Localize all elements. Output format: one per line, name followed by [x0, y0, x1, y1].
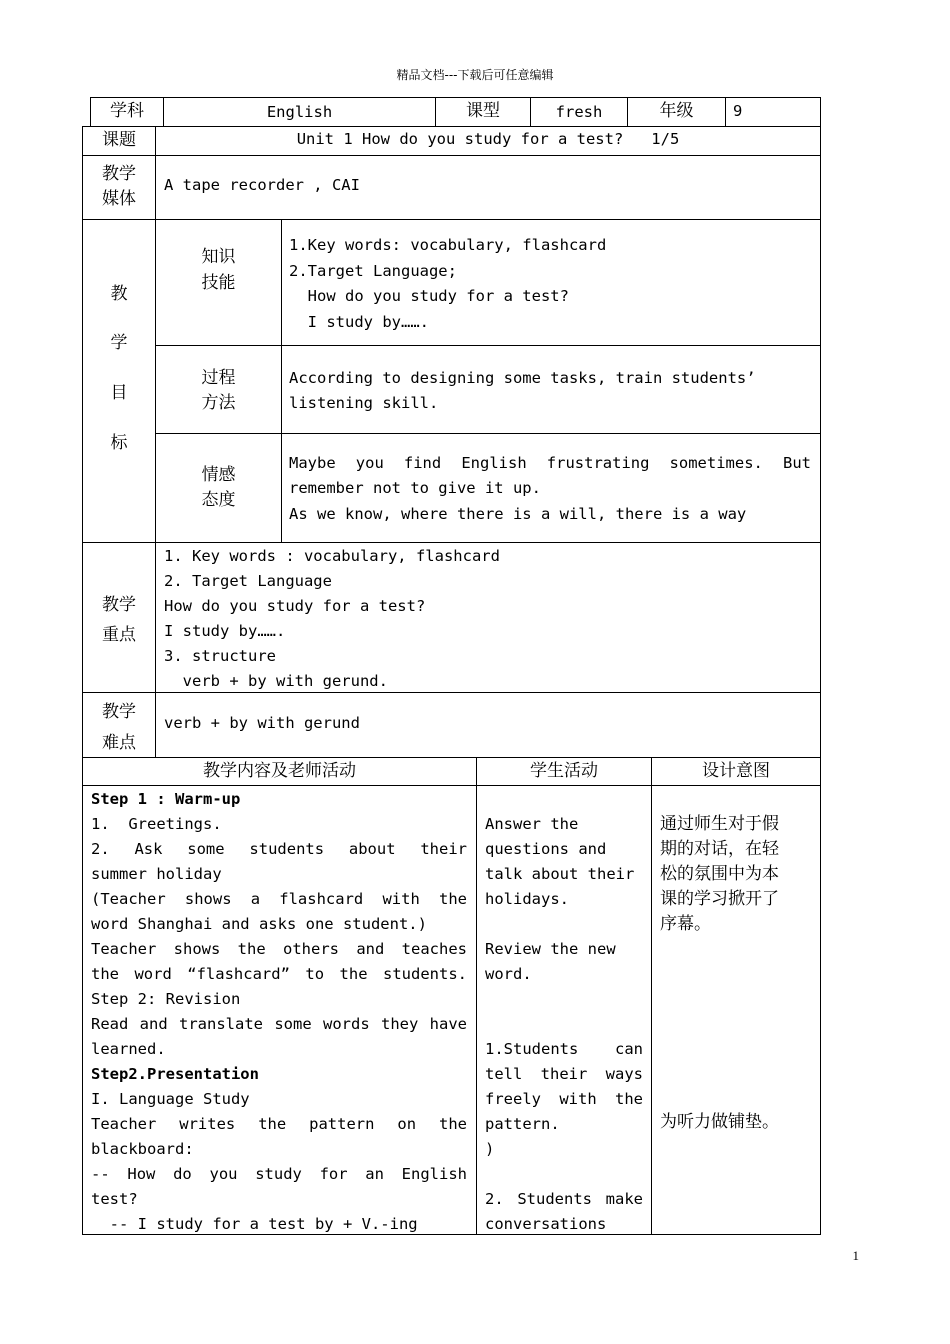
col-header-student: 学生活动 — [530, 761, 598, 781]
media-label-line1: 教学 — [102, 164, 136, 184]
intent-line: 通过师生对于假 — [660, 814, 779, 834]
col-header-teacher: 教学内容及老师活动 — [203, 761, 356, 781]
teacher-line: 2. Ask some students about their — [91, 840, 467, 858]
student-line: ) — [485, 1140, 495, 1158]
goals-label-char4: 标 — [110, 433, 128, 453]
goals-label-char2: 学 — [110, 333, 128, 353]
diff-label-line1: 教学 — [102, 702, 136, 722]
grade-value: 9 — [733, 102, 743, 120]
key-line: 1. Key words : vocabulary, flashcard — [164, 547, 500, 565]
teacher-line: (Teacher shows a flashcard with the — [91, 890, 467, 908]
intent-line: 序幕。 — [660, 914, 711, 934]
student-line: tell their ways — [485, 1065, 643, 1083]
diff-value: verb + by with gerund — [164, 714, 360, 732]
goal1-line: 2.Target Language; — [289, 262, 457, 280]
teacher-line: -- How do you study for an English — [91, 1165, 467, 1183]
topic-value: Unit 1 How do you study for a test? 1/5 — [296, 130, 680, 148]
subject-value: English — [266, 103, 333, 121]
goal2-line: listening skill. — [289, 394, 439, 412]
teacher-line: I. Language Study — [91, 1090, 250, 1108]
student-line: word. — [485, 965, 532, 983]
goal1-label-line1: 知识 — [201, 247, 236, 267]
goal2-label-line2: 方法 — [201, 393, 236, 413]
intent-line: 为听力做铺垫。 — [660, 1112, 779, 1132]
type-value: fresh — [555, 103, 603, 121]
teacher-line: learned. — [91, 1040, 166, 1058]
student-line: freely with the — [485, 1090, 643, 1108]
teacher-line: Read and translate some words they have — [91, 1015, 467, 1033]
goal3-label-line2: 态度 — [201, 490, 236, 510]
teacher-line: the word “flashcard” to the students. — [91, 965, 467, 983]
topic-label: 课题 — [102, 130, 136, 150]
key-line: 3. structure — [164, 647, 276, 665]
teacher-line: word Shanghai and asks one student.) — [91, 915, 427, 933]
key-line: I study by……. — [164, 622, 286, 640]
goal2-line: According to designing some tasks, train students’ — [289, 369, 756, 387]
media-value: A tape recorder , CAI — [164, 176, 360, 194]
goal3-line: As we know, where there is a will, there is a way — [289, 505, 747, 523]
goal1-line: 1.Key words: vocabulary, flashcard — [289, 236, 607, 254]
goal3-label-line1: 情感 — [201, 465, 236, 485]
key-line: 2. Target Language — [164, 572, 332, 590]
goal3-line: Maybe you find English frustrating sometimes. But — [289, 454, 811, 472]
key-label-line1: 教学 — [102, 595, 136, 615]
teacher-line: summer holiday — [91, 865, 222, 883]
teacher-line: blackboard: — [91, 1140, 194, 1158]
teacher-line: Teacher writes the pattern on the — [91, 1115, 467, 1133]
intent-line: 期的对话，在轻 — [660, 839, 779, 859]
teacher-line: Teacher shows the others and teaches — [91, 940, 467, 958]
goal2-label-line1: 过程 — [201, 368, 236, 388]
key-label-line2: 重点 — [102, 625, 136, 645]
student-line: 2. Students make — [485, 1190, 643, 1208]
subject-label: 学科 — [110, 101, 144, 121]
teacher-line: 1. Greetings. — [91, 815, 222, 833]
teacher-line: -- I study for a test by + V.-ing — [91, 1215, 418, 1233]
teacher-line: Step 2: Revision — [91, 990, 241, 1008]
media-label-line2: 媒体 — [102, 189, 136, 209]
key-line: How do you study for a test? — [164, 597, 426, 615]
grade-label: 年级 — [659, 101, 694, 121]
goal3-line: remember not to give it up. — [289, 479, 541, 497]
goal1-label-line2: 技能 — [201, 273, 236, 293]
student-line: questions and — [485, 840, 607, 858]
goal1-line: How do you study for a test? — [289, 287, 569, 305]
intent-line: 松的氛围中为本 — [660, 864, 779, 884]
teacher-line: Step2.Presentation — [91, 1065, 259, 1083]
student-line: Answer the — [485, 815, 579, 833]
goals-label-char3: 目 — [110, 383, 128, 403]
page-number: 1 — [852, 1248, 859, 1263]
goals-label-char1: 教 — [110, 284, 128, 304]
page-header: 精品文档---下载后可任意编辑 — [396, 68, 554, 82]
col-header-intent: 设计意图 — [702, 761, 770, 781]
goal1-line: I study by……. — [289, 313, 429, 331]
student-line: talk about their — [485, 865, 635, 883]
teacher-line: test? — [91, 1190, 138, 1208]
student-line: Review the new — [485, 940, 616, 958]
type-label: 课型 — [466, 101, 500, 121]
student-line: holidays. — [485, 890, 569, 908]
diff-label-line2: 难点 — [102, 733, 136, 753]
student-line: conversations — [485, 1215, 607, 1233]
intent-line: 课的学习掀开了 — [660, 889, 779, 909]
student-line: pattern. — [485, 1115, 560, 1133]
key-line: verb + by with gerund. — [164, 672, 388, 690]
student-line: 1.Students can — [485, 1040, 643, 1058]
teacher-line: Step 1 : Warm-up — [91, 790, 241, 808]
